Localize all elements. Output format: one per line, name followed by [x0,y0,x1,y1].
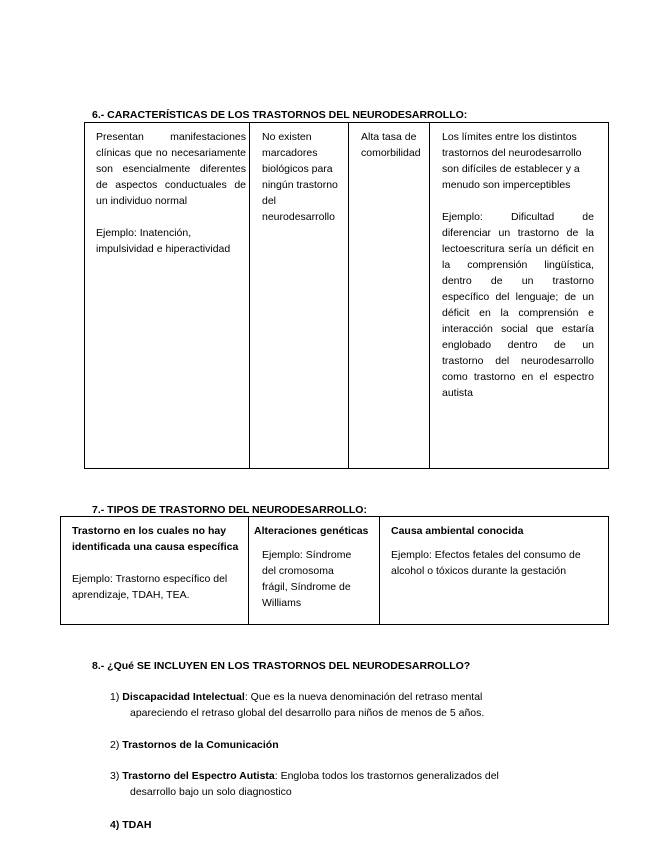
types-example-3: Ejemplo: Efectos fetales del consumo de alcohol o tóxicos durante la gestación [391,549,581,577]
types-table [60,516,609,625]
types-cell-2 [249,517,380,625]
types-header-1: Trastorno en los cuales no hay identificada una causa específica [72,525,239,553]
characteristics-text-4: Los límites entre los distintos trastornos del neurodesarrollo son difíciles de establecer y a menudo son imperceptibles [442,131,582,191]
characteristics-cell-4 [430,123,609,469]
characteristics-cell-3 [349,123,430,469]
section-6-title: 6.- CARACTERÍSTICAS DE LOS TRASTORNOS DEL NEURODESARROLLO: [92,109,468,121]
list-item [110,768,540,800]
list-item-number: 1) [110,691,120,703]
list-item-name: Trastornos de la Comunicación [122,739,279,751]
list-item [110,689,540,721]
list-item-number: 2) [110,739,120,751]
list-item-desc: : Que es la nueva denominación del retraso mental [244,691,483,703]
characteristics-cell-1 [85,123,250,469]
characteristics-cell-2 [250,123,349,469]
list-item-desc-cont: desarrollo bajo un solo diagnostico [130,786,292,798]
characteristics-text-2: No existen marcadores biológicos para ningún trastorno del neurodesarrollo [262,131,338,223]
types-header-2: Alteraciones genéticas [254,525,369,537]
characteristics-text-3: Alta tasa de comorbilidad [361,131,421,159]
characteristics-table [84,122,609,469]
list-item-name: TDAH [122,819,152,831]
types-header-3: Causa ambiental conocida [391,525,524,537]
characteristics-text-1: Presentan manifestaciones clínicas que no necesariamente son esencialmente diferentes de aspectos conductuales de un individuo normal [96,131,246,207]
section-8-title: 8.- ¿Qué SE INCLUYEN EN LOS TRASTORNOS DEL NEURODESARROLLO? [92,660,471,672]
characteristics-example-4: Ejemplo: Dificultad de diferenciar un trastorno de la lectoescritura sería un déficit en la comprensión lingüística, dentro de un trastorno específico del lenguaje; de un déficit en la comprensión e interacción social que estaría englobado dentro de un trastorno del neurodesarrollo como trastorno en el espectro autista [442,211,594,399]
list-item-desc-cont: apareciendo el retraso global del desarrollo para niños de menos de 5 años. [130,707,485,719]
list-item-number: 3) [110,770,120,782]
types-cell-1 [61,517,249,625]
characteristics-example-1: Ejemplo: Inatención, impulsividad e hiperactividad [96,227,231,255]
list-item [110,737,540,753]
list-item-number: 4) [110,819,120,831]
types-example-1: Ejemplo: Trastorno específico del aprendizaje, TDAH, TEA. [72,573,228,601]
types-example-2: Ejemplo: Síndrome del cromosoma frágil, Síndrome de Williams [262,549,352,609]
list-item-desc: : Engloba todos los trastornos generalizados del [274,770,499,782]
section-7-title: 7.- TIPOS DE TRASTORNO DEL NEURODESARROLLO: [92,504,367,516]
list-item-name: Discapacidad Intelectual [122,691,245,703]
list-item [110,817,540,833]
list-item-name: Trastorno del Espectro Autista [122,770,275,782]
types-cell-3 [380,517,609,625]
